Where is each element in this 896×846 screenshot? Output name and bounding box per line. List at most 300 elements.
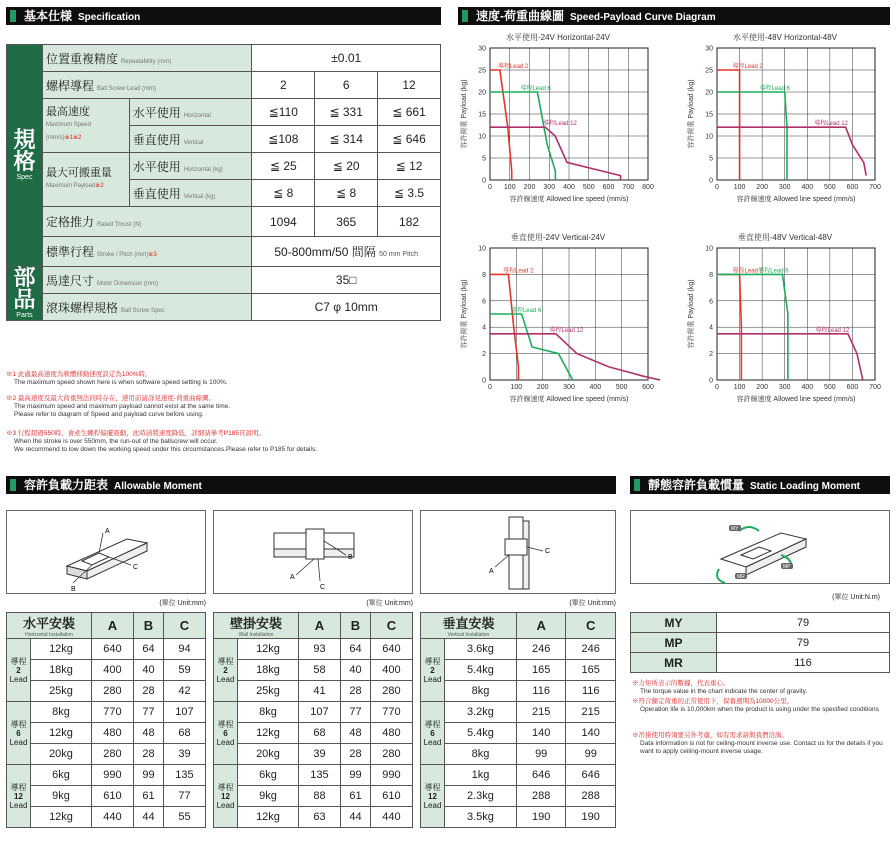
series-label: 導程Lead 2 — [503, 268, 534, 275]
svg-text:A: A — [105, 528, 110, 535]
series-label: 導程Lead 2 — [732, 268, 763, 275]
load-cell: 12kg — [31, 723, 92, 744]
moment-cell: 280 — [370, 681, 412, 702]
x-tick-label: 500 — [824, 384, 836, 391]
chart-svg — [458, 230, 658, 420]
load-cell: 8kg — [445, 744, 517, 765]
motor-label: 馬達尺寸 Motor Dimension (mm) — [42, 267, 251, 294]
table-row — [214, 765, 413, 786]
lead-2: 2 — [252, 72, 315, 99]
column-header: C — [163, 613, 205, 639]
y-tick-label: 15 — [478, 111, 486, 119]
moment-cell: 135 — [298, 765, 340, 786]
note-3-en: When the stroke is over 550mm, the run-out of the ballscrew will occur. — [14, 438, 218, 445]
table-row — [214, 639, 413, 660]
repeat-label: 位置重複精度 Repeatability (mm) — [42, 45, 251, 72]
table-row — [421, 702, 616, 723]
moment-table-1 — [213, 612, 413, 828]
moment-cell: 165 — [516, 660, 566, 681]
static-header-en: Static Loading Moment — [750, 481, 861, 492]
static-note-2-zh: ※符合額定荷重的正常使用下，保養週期為10000公里。 — [632, 698, 794, 705]
unit-label-2: (單位 Unit:mm) — [366, 600, 413, 607]
spec-note-1 — [6, 371, 228, 387]
x-tick-label: 500 — [824, 184, 836, 191]
moment-cell: 288 — [516, 786, 566, 807]
y-tick-label: 4 — [482, 324, 486, 332]
thrust-12: 182 — [378, 207, 441, 237]
column-header: B — [340, 613, 370, 639]
vertical-install-diagram — [420, 510, 616, 594]
payload-v-6: ≦ 8 — [315, 180, 378, 207]
svg-text:C: C — [133, 564, 139, 571]
x-tick-label: 200 — [523, 184, 536, 191]
moment-cell: 58 — [298, 660, 340, 681]
lead-12: 12 — [378, 72, 441, 99]
y-tick-label: 0 — [709, 177, 713, 185]
note-2-en: The maximum speed and maximum payload cannot exist at the same time. — [14, 403, 231, 410]
series-line — [490, 314, 573, 380]
lead-group: 導程 6 Lead — [421, 702, 445, 765]
thrust-6: 365 — [315, 207, 378, 237]
x-tick-label: 300 — [563, 384, 575, 391]
static-note-1-zh: ※力矩所表示的數據，代表重心。 — [632, 680, 730, 687]
x-tick-label: 700 — [622, 184, 635, 191]
static-unit-label: (單位 Unit:N.m) — [832, 594, 880, 601]
chart-2 — [458, 230, 658, 425]
chart-title: 水平使用-48V Horizontal-48V — [732, 33, 838, 42]
stroke-label: 標準行程 Stroke / Pitch (mm)※3 — [42, 237, 251, 267]
table-row — [421, 723, 616, 744]
y-axis-label: 容許荷重 Payload (kg) — [688, 279, 695, 349]
static-note-3-en: Data information is not for ceiling-mount inverse use. Contact us for the details if you want to apply ceiling-mount inverse usage. — [640, 740, 883, 755]
moment-table-0 — [6, 612, 206, 828]
chart-title: 垂直使用-24V Vertical-24V — [510, 233, 606, 242]
x-tick-label: 500 — [582, 184, 595, 191]
y-tick-label: 10 — [705, 133, 713, 141]
y-tick-label: 2 — [709, 351, 713, 359]
curve-header-zh: 速度-荷重曲線圖 — [476, 9, 564, 23]
load-cell: 3.5kg — [445, 807, 517, 828]
chart-3 — [685, 230, 885, 425]
x-tick-label: 0 — [715, 184, 719, 191]
moment-cell: 99 — [516, 744, 566, 765]
x-axis-label: 容許線速度 Allowed line speed (mm/s) — [736, 196, 856, 203]
y-tick-label: 6 — [709, 298, 713, 306]
y-tick-label: 10 — [478, 245, 486, 253]
x-tick-label: 100 — [503, 184, 516, 191]
svg-text:B: B — [71, 586, 76, 593]
payload-h-2: ≦ 25 — [252, 153, 315, 180]
load-cell: 6kg — [238, 765, 299, 786]
moment-cell: 99 — [133, 765, 163, 786]
load-cell: 20kg — [238, 744, 299, 765]
static-header — [630, 476, 890, 494]
chart-title: 水平使用-24V Horizontal-24V — [505, 33, 611, 42]
load-cell: 9kg — [238, 786, 299, 807]
y-tick-label: 25 — [705, 67, 713, 75]
spec-side-label: 規格 Spec — [7, 45, 43, 267]
moment-cell: 94 — [163, 639, 205, 660]
curve-header-en: Speed-Payload Curve Diagram — [570, 12, 716, 23]
table-row — [421, 786, 616, 807]
moment-cell: 116 — [566, 681, 616, 702]
lead-group: 導程 2 Lead — [214, 639, 238, 702]
x-tick-label: 100 — [733, 184, 746, 191]
horizontal-actuator-drawing — [7, 511, 207, 595]
column-header: A — [298, 613, 340, 639]
moment-cell: 215 — [566, 702, 616, 723]
note-3-en2: We recommend to low down the working speed under this circumstances.Please refer to P185 for details. — [14, 446, 318, 453]
moment-cell: 770 — [370, 702, 412, 723]
series-line — [717, 70, 740, 180]
moment-cell: 59 — [163, 660, 205, 681]
moment-cell: 99 — [340, 765, 370, 786]
column-header: C — [566, 613, 616, 639]
parts-side-label: 部品 Parts — [7, 267, 43, 321]
moment-cell: 646 — [566, 765, 616, 786]
load-cell: 25kg — [238, 681, 299, 702]
lead-label: 螺桿導程 Ball Screw Lead (mm) — [42, 72, 251, 99]
header-mark — [10, 10, 16, 22]
svg-text:MR: MR — [737, 574, 745, 580]
moment-cell: 77 — [340, 702, 370, 723]
table-row — [7, 660, 206, 681]
header-mark — [462, 10, 468, 22]
table-row — [421, 765, 616, 786]
x-tick-label: 200 — [756, 384, 768, 391]
moment-cell: 28 — [340, 681, 370, 702]
table-row — [421, 744, 616, 765]
series-label: 導程Lead 6 — [510, 308, 542, 314]
speed-v-12: ≦ 646 — [378, 126, 441, 153]
load-cell: 8kg — [31, 702, 92, 723]
lead-group: 導程 12 Lead — [214, 765, 238, 828]
y-tick-label: 5 — [482, 155, 486, 163]
moment-cell: 640 — [370, 639, 412, 660]
static-table — [630, 612, 890, 673]
static-moment-diagram — [630, 510, 890, 584]
moment-cell: 440 — [91, 807, 133, 828]
moment-header-en: Allowable Moment — [114, 481, 202, 492]
thrust-2: 1094 — [252, 207, 315, 237]
payload-v-2: ≦ 8 — [252, 180, 315, 207]
moment-cell: 280 — [370, 744, 412, 765]
chart-svg — [458, 30, 658, 220]
table-row — [421, 639, 616, 660]
speed-horiz-label: 水平使用 Horizontal — [129, 99, 252, 126]
table-row — [421, 807, 616, 828]
speed-v-6: ≦ 314 — [315, 126, 378, 153]
load-cell: 12kg — [31, 639, 92, 660]
moment-cell: 61 — [133, 786, 163, 807]
moment-cell: 140 — [516, 723, 566, 744]
y-tick-label: 8 — [709, 271, 713, 279]
y-tick-label: 4 — [709, 324, 713, 332]
repeat-value: ±0.01 — [252, 45, 441, 72]
moment-cell: 135 — [163, 765, 205, 786]
x-tick-label: 700 — [869, 384, 881, 391]
table-row — [214, 786, 413, 807]
svg-text:A: A — [290, 574, 295, 581]
static-note-3-zh: ※吊掛使用時須要另外考慮，如有需求請與我們洽詢。 — [632, 732, 788, 739]
x-tick-label: 600 — [602, 184, 615, 191]
table-row — [7, 744, 206, 765]
load-cell: 3.6kg — [445, 639, 517, 660]
moment-cell: 400 — [370, 660, 412, 681]
y-tick-label: 25 — [478, 67, 486, 75]
x-tick-label: 300 — [543, 184, 556, 191]
static-value: 116 — [717, 653, 890, 673]
moment-cell: 246 — [516, 639, 566, 660]
static-actuator-drawing — [631, 511, 891, 585]
series-label: 導程Lead 12 — [815, 327, 850, 334]
series-line — [717, 334, 863, 380]
svg-text:A: A — [489, 568, 494, 575]
x-tick-label: 0 — [488, 184, 492, 191]
y-axis-label: 容許荷重 Payload (kg) — [461, 79, 468, 149]
horizontal-install-diagram — [6, 510, 206, 594]
spec-header — [6, 7, 441, 25]
column-header: B — [133, 613, 163, 639]
moment-cell: 64 — [340, 639, 370, 660]
moment-cell: 280 — [91, 744, 133, 765]
y-axis-label: 容許荷重 Payload (kg) — [688, 79, 695, 149]
moment-cell: 440 — [370, 807, 412, 828]
table-row — [214, 660, 413, 681]
moment-table-title: 垂直安裝 Vertical Installation — [421, 613, 517, 639]
series-label: 導程Lead 6 — [759, 86, 790, 92]
moment-table-2 — [420, 612, 616, 828]
table-row — [214, 744, 413, 765]
moment-cell: 44 — [133, 807, 163, 828]
moment-cell: 28 — [133, 744, 163, 765]
static-key: MY — [631, 613, 717, 633]
y-tick-label: 0 — [709, 377, 713, 385]
spec-note-2 — [6, 395, 230, 419]
x-tick-label: 600 — [846, 384, 859, 391]
moment-cell: 41 — [298, 681, 340, 702]
stroke-value: 50-800mm/50 間隔 50 mm Pitch — [252, 237, 441, 267]
moment-cell: 68 — [163, 723, 205, 744]
column-header: C — [370, 613, 412, 639]
moment-cell: 77 — [133, 702, 163, 723]
moment-cell: 116 — [516, 681, 566, 702]
moment-cell: 28 — [340, 744, 370, 765]
moment-cell: 480 — [91, 723, 133, 744]
moment-cell: 288 — [566, 786, 616, 807]
moment-cell: 480 — [370, 723, 412, 744]
static-note-2-en: Operation life is 10,000km when the product is using under the specified conditions — [640, 706, 879, 713]
moment-cell: 990 — [91, 765, 133, 786]
load-cell: 12kg — [238, 723, 299, 744]
x-axis-label: 容許線速度 Allowed line speed (mm/s) — [509, 396, 629, 403]
note-1-en: The maximum speed shown here is when software speed setting is 100%. — [14, 379, 228, 386]
moment-cell: 99 — [566, 744, 616, 765]
x-tick-label: 300 — [778, 184, 791, 191]
chart-svg — [685, 230, 885, 420]
y-tick-label: 0 — [482, 377, 486, 385]
chart-1 — [685, 30, 885, 225]
x-tick-label: 400 — [801, 184, 814, 191]
moment-cell: 770 — [91, 702, 133, 723]
load-cell: 3.2kg — [445, 702, 517, 723]
series-label: 導程Lead 6 — [758, 268, 789, 275]
moment-header — [6, 476, 616, 494]
unit-label-3: (單位 Unit:mm) — [569, 600, 616, 607]
y-tick-label: 20 — [478, 89, 486, 97]
static-key: MR — [631, 653, 717, 673]
moment-cell: 215 — [516, 702, 566, 723]
moment-cell: 88 — [298, 786, 340, 807]
moment-table-title: 水平安裝 Horizontal Installation — [7, 613, 92, 639]
header-mark — [10, 479, 16, 491]
moment-cell: 165 — [566, 660, 616, 681]
x-tick-label: 700 — [869, 184, 881, 191]
table-row — [7, 786, 206, 807]
y-tick-label: 30 — [705, 45, 713, 53]
payload-horiz-label: 水平使用 Horizontal (kg) — [129, 153, 252, 180]
moment-cell: 990 — [370, 765, 412, 786]
series-line — [490, 70, 512, 180]
load-cell: 8kg — [445, 681, 517, 702]
load-cell: 5.4kg — [445, 660, 517, 681]
svg-text:MP: MP — [783, 564, 791, 570]
moment-cell: 68 — [298, 723, 340, 744]
series-label: 導程Lead 12 — [549, 327, 584, 334]
x-tick-label: 400 — [589, 384, 602, 391]
wall-install-diagram — [213, 510, 413, 594]
load-cell: 18kg — [31, 660, 92, 681]
static-header-zh: 靜態容許負載慣量 — [648, 478, 745, 492]
moment-cell: 40 — [340, 660, 370, 681]
static-note-2 — [632, 698, 890, 714]
y-tick-label: 20 — [705, 89, 713, 97]
y-tick-label: 10 — [478, 133, 486, 141]
x-tick-label: 0 — [488, 384, 492, 391]
moment-cell: 190 — [516, 807, 566, 828]
y-tick-label: 0 — [482, 177, 486, 185]
load-cell: 8kg — [238, 702, 299, 723]
chart-svg — [685, 30, 885, 220]
column-header: A — [91, 613, 133, 639]
static-row — [631, 653, 890, 673]
table-row — [214, 681, 413, 702]
svg-text:MY: MY — [731, 526, 739, 532]
moment-cell: 63 — [298, 807, 340, 828]
table-row — [214, 807, 413, 828]
spec-header-zh: 基本仕様 — [24, 9, 73, 23]
spec-table — [6, 44, 441, 321]
moment-table-title: 壁掛安裝 Wall Installation — [214, 613, 299, 639]
unit-label-1: (單位 Unit:mm) — [159, 600, 206, 607]
static-row — [631, 613, 890, 633]
lead-group: 導程 2 Lead — [7, 639, 31, 702]
curve-header — [458, 7, 890, 25]
x-tick-label: 500 — [615, 384, 628, 391]
lead-group: 導程 12 Lead — [421, 765, 445, 828]
wall-actuator-drawing — [214, 511, 414, 595]
lead-group: 導程 2 Lead — [421, 639, 445, 702]
table-row — [214, 723, 413, 744]
moment-cell: 93 — [298, 639, 340, 660]
moment-cell: 610 — [91, 786, 133, 807]
spec-header-en: Specification — [78, 12, 141, 23]
y-tick-label: 2 — [482, 351, 486, 359]
load-cell: 20kg — [31, 744, 92, 765]
spec-note-3 — [6, 430, 317, 454]
motor-value: 35□ — [252, 267, 441, 294]
svg-text:C: C — [320, 584, 326, 591]
payload-v-12: ≦ 3.5 — [378, 180, 441, 207]
moment-cell: 48 — [340, 723, 370, 744]
speed-h-12: ≦ 661 — [378, 99, 441, 126]
series-label: 導程Lead 12 — [543, 121, 577, 128]
payload-label: 最大可搬重量 Maximum Payload※2 — [42, 153, 129, 207]
chart-0 — [458, 30, 658, 225]
load-cell: 12kg — [31, 807, 92, 828]
chart-title: 垂直使用-48V Vertical-48V — [737, 233, 833, 242]
moment-cell: 280 — [91, 681, 133, 702]
static-note-1-en: The torque value in the chart indicate the center of gravity. — [640, 688, 808, 695]
load-cell: 1kg — [445, 765, 517, 786]
series-label: 導程Lead 2 — [732, 64, 763, 70]
y-tick-label: 15 — [705, 111, 713, 119]
x-tick-label: 100 — [510, 384, 523, 391]
load-cell: 2.3kg — [445, 786, 517, 807]
note-3-zh: ※3 行程超過550時，會產生螺桿偏擺震動，此時請將速度降低，詳細請參考P185頁說明。 — [6, 430, 265, 437]
moment-cell: 400 — [91, 660, 133, 681]
static-note-3 — [632, 732, 890, 756]
header-mark — [634, 479, 640, 491]
moment-cell: 64 — [133, 639, 163, 660]
moment-cell: 28 — [133, 681, 163, 702]
y-tick-label: 30 — [478, 45, 486, 53]
moment-cell: 107 — [163, 702, 205, 723]
column-header: A — [516, 613, 566, 639]
table-row — [421, 681, 616, 702]
static-row — [631, 633, 890, 653]
x-axis-label: 容許線速度 Allowed line speed (mm/s) — [736, 396, 856, 403]
svg-text:C: C — [545, 548, 551, 555]
moment-cell: 42 — [163, 681, 205, 702]
moment-cell: 39 — [163, 744, 205, 765]
table-row — [7, 702, 206, 723]
series-label: 導程Lead 6 — [520, 86, 551, 92]
y-tick-label: 10 — [705, 245, 713, 253]
load-cell: 18kg — [238, 660, 299, 681]
moment-cell: 140 — [566, 723, 616, 744]
y-tick-label: 6 — [482, 298, 486, 306]
note-2-zh: ※2 最高速度及最大荷重無法同時存在，速用前請詳見速度-荷重曲線圖。 — [6, 395, 216, 402]
svg-text:B: B — [348, 554, 353, 561]
x-tick-label: 400 — [801, 384, 814, 391]
y-axis-label: 容許荷重 Payload (kg) — [461, 279, 468, 349]
note-2-en2: Please refer to diagram of Speed and payload curve before using. — [14, 411, 204, 418]
payload-vert-label: 垂直使用 Vertical (kg) — [129, 180, 252, 207]
x-tick-label: 600 — [846, 184, 859, 191]
speed-h-6: ≦ 331 — [315, 99, 378, 126]
moment-cell: 48 — [133, 723, 163, 744]
moment-cell: 61 — [340, 786, 370, 807]
load-cell: 9kg — [31, 786, 92, 807]
speed-vert-label: 垂直使用 Vertical — [129, 126, 252, 153]
table-row — [7, 639, 206, 660]
moment-cell: 44 — [340, 807, 370, 828]
moment-cell: 107 — [298, 702, 340, 723]
load-cell: 12kg — [238, 639, 299, 660]
static-note-1 — [632, 680, 890, 696]
moment-cell: 190 — [566, 807, 616, 828]
